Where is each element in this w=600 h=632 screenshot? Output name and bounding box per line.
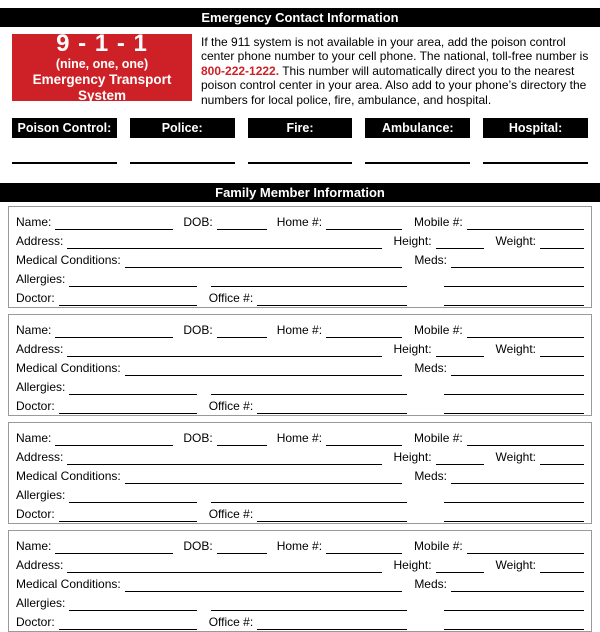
medical-conditions-label: Medical Conditions: (16, 469, 121, 484)
name-line[interactable] (55, 539, 173, 554)
height-line[interactable] (436, 342, 484, 357)
address-line[interactable] (67, 342, 381, 357)
mobile-phone-line[interactable] (467, 323, 584, 338)
medical-conditions-label: Medical Conditions: (16, 253, 121, 268)
dob-label: DOB: (183, 215, 213, 230)
meds-label: Meds: (414, 577, 447, 592)
weight-label: Weight: (495, 234, 536, 249)
medical-conditions-line[interactable] (125, 253, 403, 268)
doctor-label: Doctor: (16, 507, 55, 522)
doctor-label: Doctor: (16, 615, 55, 630)
weight-line[interactable] (540, 342, 584, 357)
member-row-name (16, 427, 584, 446)
contact-label-ambulance: Ambulance: (365, 118, 470, 138)
family-section-title: Family Member Information (215, 185, 385, 201)
address-label: Address: (16, 342, 64, 357)
dob-label: DOB: (183, 323, 213, 338)
weight-line[interactable] (540, 450, 584, 465)
allergies-continued-line[interactable] (211, 380, 407, 395)
contact-label-fire: Fire: (248, 118, 353, 138)
member-row-address (16, 338, 584, 357)
hospital-line[interactable] (483, 162, 588, 164)
emergency-top-row (0, 30, 600, 107)
meds-label: Meds: (414, 361, 447, 376)
contacts-fill-in-row (12, 162, 588, 164)
meds-continued-line-2[interactable] (444, 507, 584, 522)
section-header-family (0, 183, 600, 202)
allergies-line[interactable] (69, 380, 197, 395)
member-row-medical (16, 357, 584, 376)
meds-line[interactable] (451, 577, 584, 592)
member-row-name (16, 319, 584, 338)
dob-line[interactable] (217, 323, 267, 338)
doctor-line[interactable] (59, 507, 197, 522)
medical-conditions-line[interactable] (125, 577, 403, 592)
emergency-section-title: Emergency Contact Information (201, 10, 399, 25)
member-row-name (16, 211, 584, 230)
911-number-text: 9 - 1 - 1 (56, 30, 148, 57)
meds-label: Meds: (414, 469, 447, 484)
office-phone-label: Office #: (208, 291, 254, 306)
member-row-doctor (16, 395, 584, 414)
member-row-medical (16, 249, 584, 268)
doctor-label: Doctor: (16, 291, 55, 306)
home-phone-label: Home #: (276, 323, 323, 338)
contact-label-hospital: Hospital: (483, 118, 588, 138)
allergies-line[interactable] (69, 272, 197, 287)
member-row-address (16, 554, 584, 573)
home-phone-label: Home #: (276, 539, 323, 554)
member-row-allergies (16, 268, 584, 287)
office-phone-line[interactable] (257, 399, 407, 414)
meds-continued-line-2[interactable] (444, 399, 584, 414)
home-phone-line[interactable] (326, 539, 402, 554)
911-badge (12, 30, 192, 103)
name-label: Name: (16, 539, 52, 554)
member-row-allergies (16, 592, 584, 611)
member-row-allergies (16, 484, 584, 503)
name-label: Name: (16, 215, 52, 230)
height-label: Height: (393, 450, 432, 465)
medical-conditions-line[interactable] (125, 469, 403, 484)
address-line[interactable] (67, 234, 381, 249)
family-member-card (8, 530, 592, 632)
allergies-label: Allergies: (16, 596, 66, 611)
address-line[interactable] (67, 558, 381, 573)
member-row-doctor (16, 287, 584, 306)
mobile-phone-label: Mobile #: (414, 323, 463, 338)
weight-label: Weight: (495, 558, 536, 573)
office-phone-label: Office #: (208, 399, 254, 414)
address-line[interactable] (67, 450, 381, 465)
dob-label: DOB: (183, 539, 213, 554)
address-label: Address: (16, 234, 64, 249)
member-row-medical (16, 573, 584, 592)
weight-label: Weight: (495, 342, 536, 357)
meds-line[interactable] (451, 469, 584, 484)
doctor-line[interactable] (59, 291, 197, 306)
medical-conditions-label: Medical Conditions: (16, 577, 121, 592)
mobile-phone-line[interactable] (467, 215, 584, 230)
paragraph-text-before: If the 911 system is not available in your area, add the poison control center phone number to your cell phone. The national, toll-free number is (201, 35, 589, 64)
name-label: Name: (16, 431, 52, 446)
office-phone-line[interactable] (257, 291, 407, 306)
home-phone-line[interactable] (326, 215, 402, 230)
poison-control-phone-number: 800-222-1222. (201, 63, 280, 78)
mobile-phone-line[interactable] (467, 539, 584, 554)
family-member-card (8, 206, 592, 308)
contacts-label-row (12, 118, 588, 138)
name-line[interactable] (55, 431, 173, 446)
section-header-emergency (0, 8, 600, 27)
dob-label: DOB: (183, 431, 213, 446)
home-phone-label: Home #: (276, 431, 323, 446)
mobile-phone-line[interactable] (467, 431, 584, 446)
dob-line[interactable] (217, 539, 267, 554)
office-phone-label: Office #: (208, 615, 254, 630)
meds-continued-line-1[interactable] (444, 272, 584, 287)
allergies-continued-line[interactable] (211, 488, 407, 503)
911-spelled-text: (nine, one, one) (55, 57, 149, 71)
doctor-line[interactable] (59, 399, 197, 414)
mobile-phone-label: Mobile #: (414, 215, 463, 230)
office-phone-label: Office #: (208, 507, 254, 522)
meds-continued-line-1[interactable] (444, 488, 584, 503)
member-row-name (16, 535, 584, 554)
allergies-label: Allergies: (16, 488, 66, 503)
address-label: Address: (16, 558, 64, 573)
dob-line[interactable] (217, 215, 267, 230)
contact-label-police: Police: (130, 118, 235, 138)
doctor-label: Doctor: (16, 399, 55, 414)
meds-label: Meds: (414, 253, 447, 268)
height-line[interactable] (436, 450, 484, 465)
allergies-continued-line[interactable] (211, 596, 407, 611)
name-label: Name: (16, 323, 52, 338)
paragraph-text-after: This number will automatically direct you to the nearest poison control center in your area. Also add to your phone’s directory the numbers for local police, fire, ambulance, and hospital. (201, 63, 587, 107)
medical-conditions-label: Medical Conditions: (16, 361, 121, 376)
allergies-label: Allergies: (16, 380, 66, 395)
office-phone-line[interactable] (257, 507, 407, 522)
police-line[interactable] (130, 162, 235, 164)
mobile-phone-label: Mobile #: (414, 431, 463, 446)
member-row-doctor (16, 503, 584, 522)
ambulance-line[interactable] (365, 162, 470, 164)
address-label: Address: (16, 450, 64, 465)
home-phone-label: Home #: (276, 215, 323, 230)
member-row-allergies (16, 376, 584, 395)
weight-line[interactable] (540, 234, 584, 249)
height-label: Height: (393, 558, 432, 573)
weight-label: Weight: (495, 450, 536, 465)
height-line[interactable] (436, 234, 484, 249)
mobile-phone-label: Mobile #: (414, 539, 463, 554)
name-line[interactable] (55, 215, 173, 230)
fire-line[interactable] (248, 162, 353, 164)
member-row-medical (16, 465, 584, 484)
dob-line[interactable] (217, 431, 267, 446)
allergies-label: Allergies: (16, 272, 66, 287)
home-phone-line[interactable] (326, 431, 402, 446)
member-row-address (16, 230, 584, 249)
height-label: Height: (393, 234, 432, 249)
family-member-card (8, 422, 592, 524)
weight-line[interactable] (540, 558, 584, 573)
allergies-line[interactable] (69, 596, 197, 611)
home-phone-line[interactable] (326, 323, 402, 338)
name-line[interactable] (55, 323, 173, 338)
member-row-address (16, 446, 584, 465)
emergency-transport-text: Emergency Transport System (32, 72, 172, 103)
allergies-continued-line[interactable] (211, 272, 407, 287)
meds-continued-line-1[interactable] (444, 380, 584, 395)
family-member-card (8, 314, 592, 416)
poison-control-paragraph (201, 35, 590, 107)
meds-continued-line-1[interactable] (444, 596, 584, 611)
allergies-line[interactable] (69, 488, 197, 503)
meds-continued-line-2[interactable] (444, 291, 584, 306)
family-members-list (0, 206, 600, 632)
member-row-doctor (16, 611, 584, 630)
medical-conditions-line[interactable] (125, 361, 403, 376)
meds-line[interactable] (451, 253, 584, 268)
height-label: Height: (393, 342, 432, 357)
height-line[interactable] (436, 558, 484, 573)
contact-label-poison-control: Poison Control: (12, 118, 117, 138)
poison-control-line[interactable] (12, 162, 117, 164)
meds-line[interactable] (451, 361, 584, 376)
